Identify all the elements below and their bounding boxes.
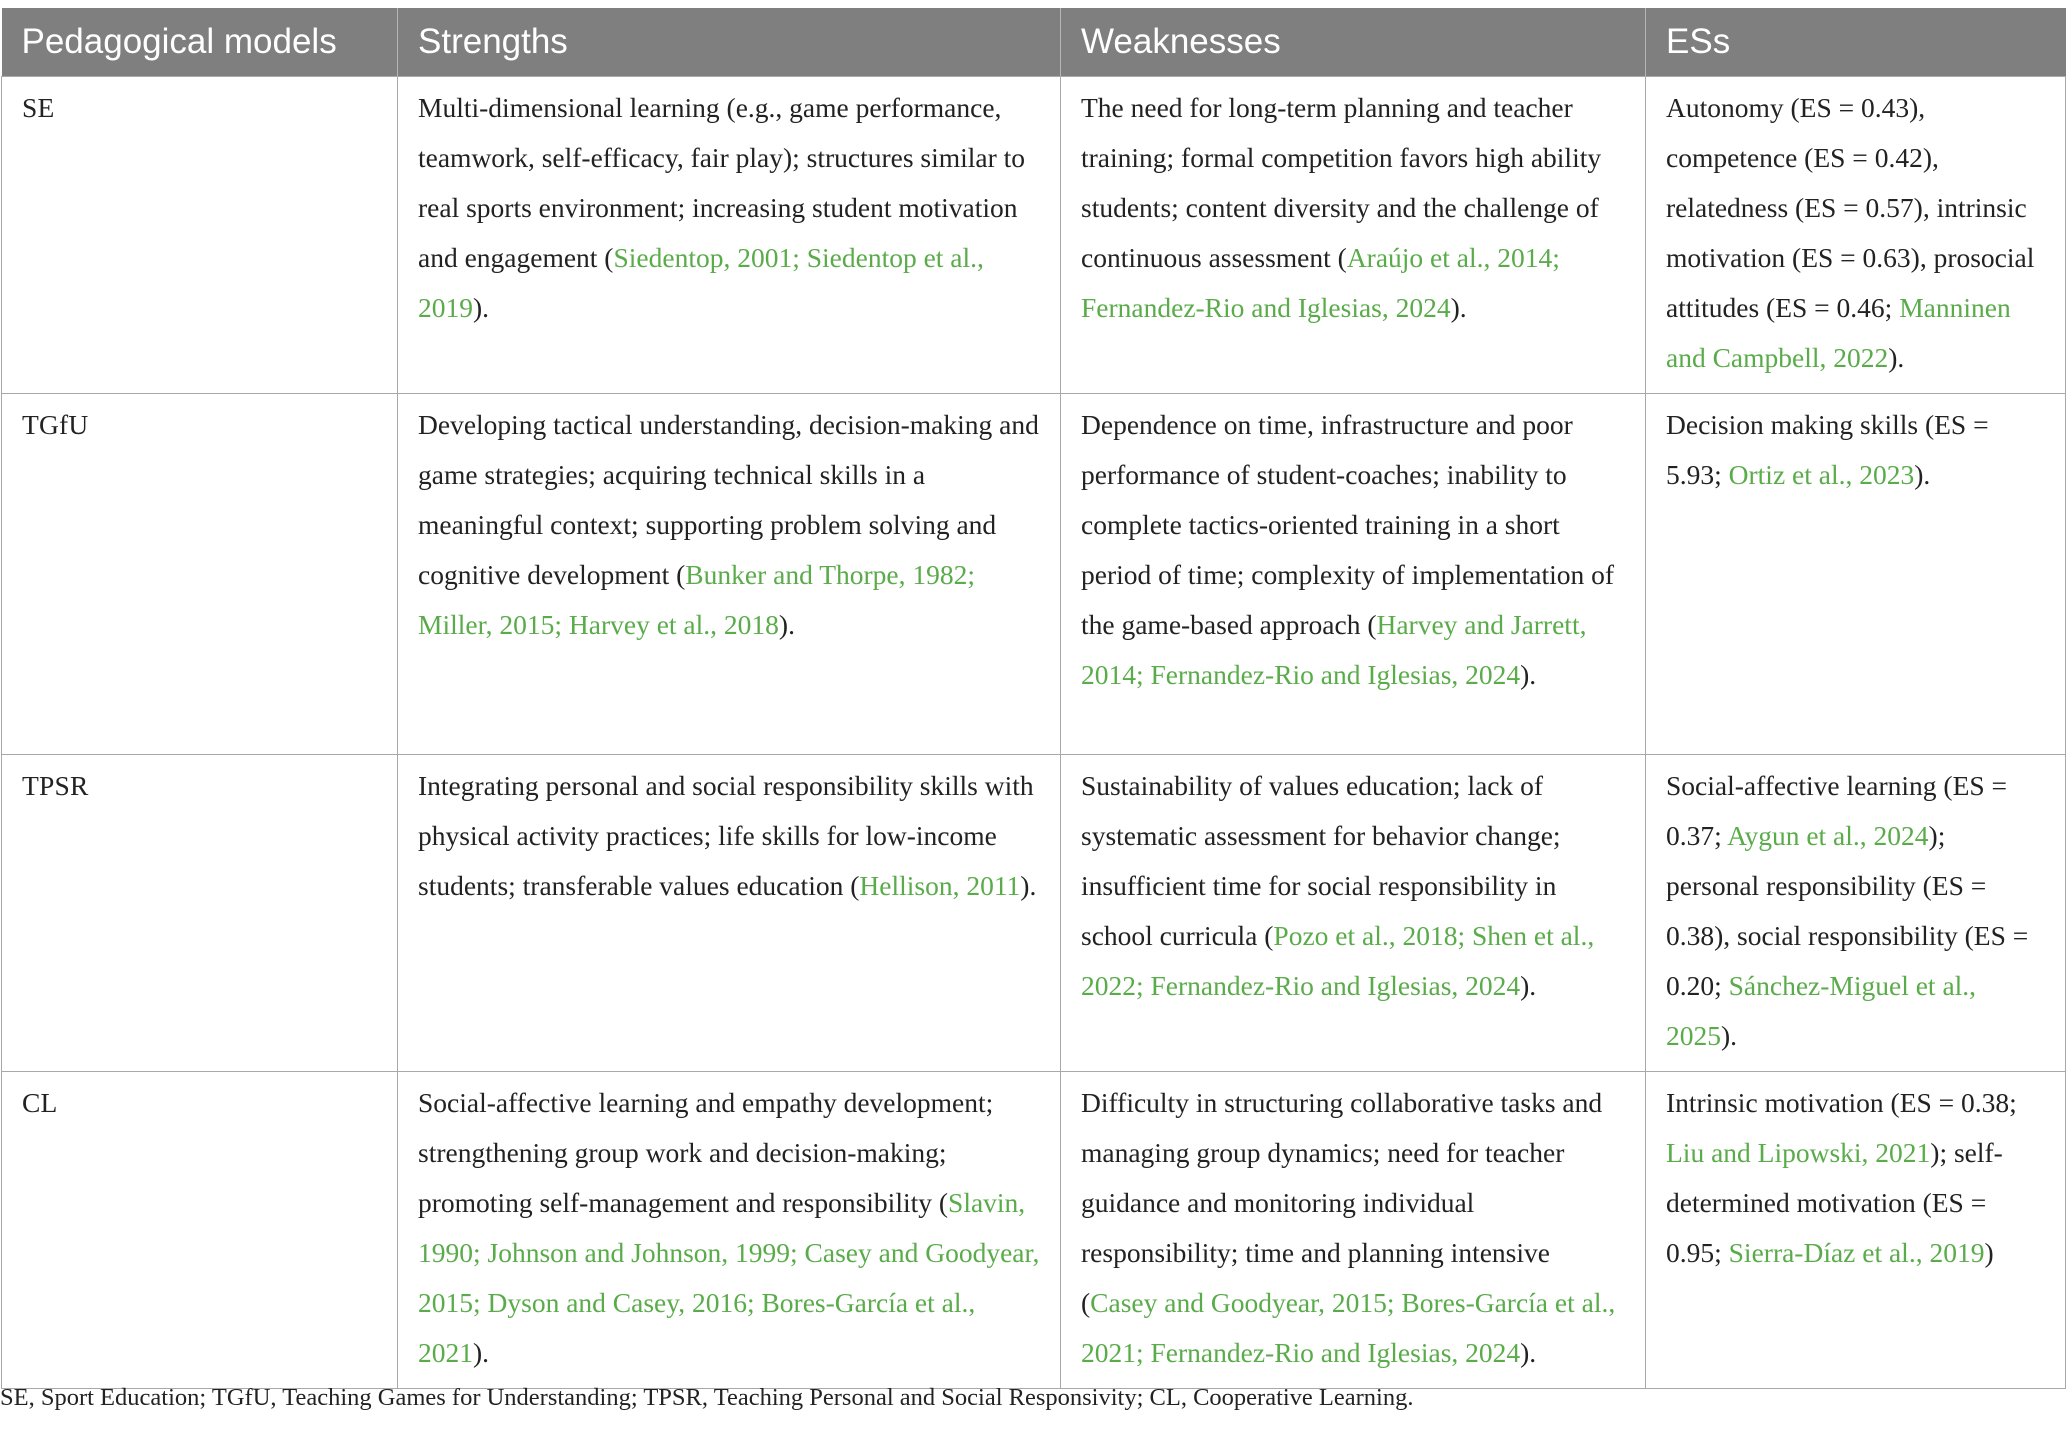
reference-link[interactable]: Araújo et al., 2014; Fernandez-Rio and Iglesias, 2024 <box>1081 242 1560 323</box>
ess-text: ). <box>1888 342 1905 373</box>
ess-text: ) <box>1984 1237 1994 1268</box>
model-name: TPSR <box>2 755 398 1072</box>
strengths-text: Multi-dimensional learning (e.g., game performance, teamwork, self-efficacy, fair play); structures similar to real sports environment; increasing student motivation and engagement ( <box>418 92 1026 273</box>
ess-text: ); personal responsibility (ES = 0.38), social responsibility (ES = 0.20; <box>1666 820 2029 1001</box>
weaknesses-cell <box>1061 394 1646 755</box>
reference-link[interactable]: Hellison, 2011 <box>859 870 1021 901</box>
header-ess: ESs <box>1646 8 2066 77</box>
ess-text: ). <box>1721 1020 1738 1051</box>
strengths-cell <box>398 394 1061 755</box>
weaknesses-text: Sustainability of values education; lack of systematic assessment for behavior change; insufficient time for social responsibility in school curricula ( <box>1081 770 1561 951</box>
ess-cell <box>1646 755 2066 1072</box>
strengths-cell <box>398 1072 1061 1389</box>
ess-cell <box>1646 394 2066 755</box>
reference-link[interactable]: Sierra-Díaz et al., 2019 <box>1728 1237 1985 1268</box>
table-row <box>2 77 2066 394</box>
weaknesses-text: Difficulty in structuring collaborative tasks and managing group dynamics; need for teacher guidance and monitoring individual responsibility; time and planning intensive ( <box>1081 1087 1603 1318</box>
table-footnote: SE, Sport Education; TGfU, Teaching Games for Understanding; TPSR, Teaching Personal and Social Responsivity; CL, Cooperative Learning. <box>0 1384 1414 1411</box>
ess-text: Social-affective learning (ES = 0.37; <box>1666 770 2008 851</box>
table-row <box>2 755 2066 1072</box>
model-name: TGfU <box>2 394 398 755</box>
strengths-text: ). <box>473 1337 490 1368</box>
reference-link[interactable]: Liu and Lipowski, 2021 <box>1666 1137 1931 1168</box>
strengths-cell <box>398 77 1061 394</box>
strengths-cell <box>398 755 1061 1072</box>
table-header <box>2 8 2066 77</box>
weaknesses-text: ). <box>1520 970 1537 1001</box>
strengths-text: ). <box>1020 870 1037 901</box>
model-name: CL <box>2 1072 398 1389</box>
reference-link[interactable]: Bunker and Thorpe, 1982; Miller, 2015; Harvey et al., 2018 <box>418 559 975 640</box>
header-pedagogical-models: Pedagogical models <box>2 8 398 77</box>
strengths-text: Integrating personal and social responsibility skills with physical activity practices; life skills for low-income students; transferable values education ( <box>418 770 1034 901</box>
reference-link[interactable]: Siedentop, 2001; Siedentop et al., 2019 <box>418 242 984 323</box>
reference-link[interactable]: Aygun et al., 2024 <box>1727 820 1929 851</box>
header-weaknesses: Weaknesses <box>1061 8 1646 77</box>
ess-cell <box>1646 1072 2066 1389</box>
reference-link[interactable]: Ortiz et al., 2023 <box>1728 459 1915 490</box>
strengths-text: ). <box>473 292 490 323</box>
ess-text: ). <box>1914 459 1931 490</box>
weaknesses-cell <box>1061 77 1646 394</box>
reference-link[interactable]: Harvey and Jarrett, 2014; Fernandez-Rio and Iglesias, 2024 <box>1081 609 1587 690</box>
ess-text: Decision making skills (ES = 5.93; <box>1666 409 1989 490</box>
weaknesses-text: Dependence on time, infrastructure and poor performance of student-coaches; inability to complete tactics-oriented training in a short period of time; complexity of implementation of the game-based approach ( <box>1081 409 1615 640</box>
ess-cell <box>1646 77 2066 394</box>
weaknesses-text: ). <box>1450 292 1467 323</box>
strengths-text: Developing tactical understanding, decision-making and game strategies; acquiring technical skills in a meaningful context; supporting problem solving and cognitive development ( <box>418 409 1039 590</box>
weaknesses-text: ). <box>1520 1337 1537 1368</box>
pedagogical-models-table <box>1 8 2066 1389</box>
reference-link[interactable]: Manninen and Campbell, 2022 <box>1666 292 2011 373</box>
header-strengths: Strengths <box>398 8 1061 77</box>
strengths-text: Social-affective learning and empathy development; strengthening group work and decision-making; promoting self-management and responsibility ( <box>418 1087 994 1218</box>
reference-link[interactable]: Sánchez-Miguel et al., 2025 <box>1666 970 1977 1051</box>
models-table-container <box>1 8 2065 1389</box>
reference-link[interactable]: Pozo et al., 2018; Shen et al., 2022; Fernandez-Rio and Iglesias, 2024 <box>1081 920 1595 1001</box>
weaknesses-text: The need for long-term planning and teacher training; formal competition favors high ability students; content diversity and the challenge of continuous assessment ( <box>1081 92 1602 273</box>
ess-text: ); self-determined motivation (ES = 0.95; <box>1666 1137 2003 1268</box>
weaknesses-text: ). <box>1520 659 1537 690</box>
weaknesses-cell <box>1061 1072 1646 1389</box>
header-row <box>2 8 2066 77</box>
weaknesses-cell <box>1061 755 1646 1072</box>
table-row <box>2 394 2066 755</box>
strengths-text: ). <box>778 609 795 640</box>
reference-link[interactable]: Slavin, 1990; Johnson and Johnson, 1999; Casey and Goodyear, 2015; Dyson and Casey, 2016; Bores-García et al., 2021 <box>418 1187 1040 1368</box>
model-name: SE <box>2 77 398 394</box>
ess-text: Autonomy (ES = 0.43), competence (ES = 0.42), relatedness (ES = 0.57), intrinsic motivation (ES = 0.63), prosocial attitudes (ES = 0.46; <box>1666 92 2035 323</box>
table-body <box>2 77 2066 1389</box>
table-row <box>2 1072 2066 1389</box>
ess-text: Intrinsic motivation (ES = 0.38; <box>1666 1087 2017 1118</box>
reference-link[interactable]: Casey and Goodyear, 2015; Bores-García et al., 2021; Fernandez-Rio and Iglesias, 2024 <box>1081 1287 1616 1368</box>
